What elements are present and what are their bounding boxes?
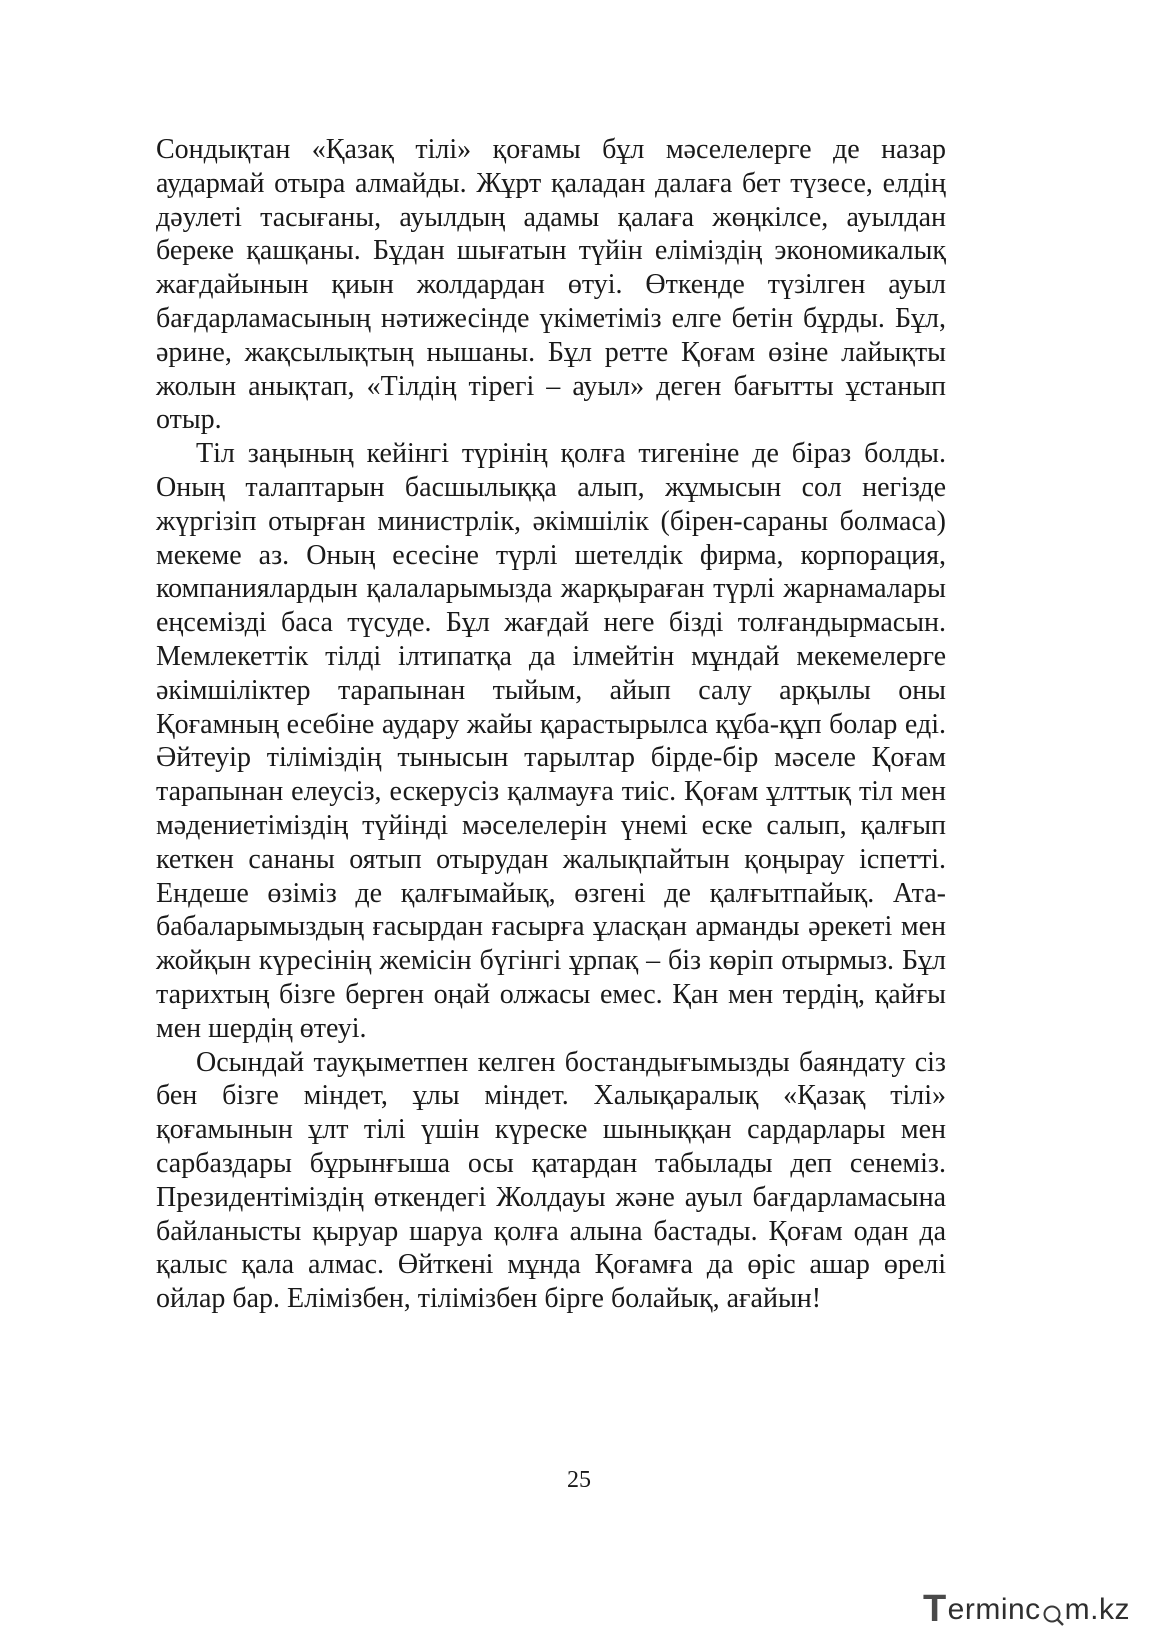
paragraph-1: Сондықтан «Қазақ тілі» қоғамы бұл мәселелерге де назар аудармай отыра алмайды. Жұрт қаладан далаға бет түзесе, елдің дәулеті тасығаны, ауылдың адамы қалаға жөңкілсе, ауылдан береке қашқаны. Бұдан шығатын түйін еліміздің экономикалық жағдайынын қиын жолдардан өтуі. Өткенде түзілген ауыл бағдарламасының нәтижесінде үкіметіміз елге бетін бұрды. Бұл, әрине, жақсылықтың нышаны. Бұл ретте Қоғам өзіне лайықты жолын анықтап, «Тілдің тірегі – ауыл» деген бағытты ұстанып отыр. bbox=[156, 134, 946, 436]
page-number: 25 bbox=[567, 1467, 591, 1493]
watermark-text-part1: erminc bbox=[947, 1592, 1041, 1626]
watermark-letter-t: T bbox=[922, 1588, 947, 1630]
magnifier-icon bbox=[1042, 1600, 1064, 1622]
paragraph-2: Тіл заңының кейінгі түрінің қолға тигеніне де біраз болды. Оның талаптарын басшылыққа алып, жұмысын сол негізде жүргізіп отырған министрлік, әкімшілік (бірен-сараны болмаса) мекеме аз. Оның есесіне түрлі шетелдік фирма, корпорация, компаниялардын қалаларымызда жарқыраған түрлі жарнамалары еңсемізді баса түсуде. Бұл жағдай неге бізді толғандырмасын. Мемлекеттік тілді ілтипатқа да ілмейтін мұндай мекемелерге әкімшіліктер тарапынан тыйым, айып салу арқылы оны Қоғамның есебіне аудару жайы қарастырылса құба-құп болар еді. Әйтеуір тіліміздің тынысын тарылтар бірде-бір мәселе Қоғам тарапынан елеусіз, ескерусіз қалмауға тиіс. Қоғам ұлттық тіл мен мәдениетіміздің түйінді мәселелерін үнемі еске салып, қалғып кеткен сананы оятып отырудан жалықпайтын қоңырау іспетті. Ендеше өзіміз де қалғымайық, өзгені де қалғытпайық. Ата-бабаларымыздың ғасырдан ғасырға ұласқан арманды әрекеті мен жойқын күресінің жемісін бүгінгі ұрпақ – біз көріп отырмыз. Бұл тарихтың бізге берген оңай олжасы емес. Қан мен тердің, қайғы мен шердің өтеуі. bbox=[156, 438, 946, 1044]
paragraph-3: Осындай тауқыметпен келген бостандығымызды баяндату сіз бен бізге міндет, ұлы міндет. Халықаралық «Қазақ тілі» қоғамынын ұлт тілі үшін күреске шыныққан сардарлары мен сарбаздары бұрынғыша осы қатардан табылады деп сенеміз. Президентіміздің өткендегі Жолдауы және ауыл бағдарламасына байланысты қыруар шаруа қолға алына бастады. Қоғам одан да қалыс қала алмас. Өйткені мұнда Қоғамға да өріс ашар өрелі ойлар бар. Елімізбен, тілімізбен бірге болайық, ағайын! bbox=[156, 1046, 946, 1315]
watermark-text-part2: m.kz bbox=[1064, 1592, 1130, 1626]
watermark-logo bbox=[923, 1588, 1130, 1631]
body-text bbox=[156, 133, 946, 1316]
